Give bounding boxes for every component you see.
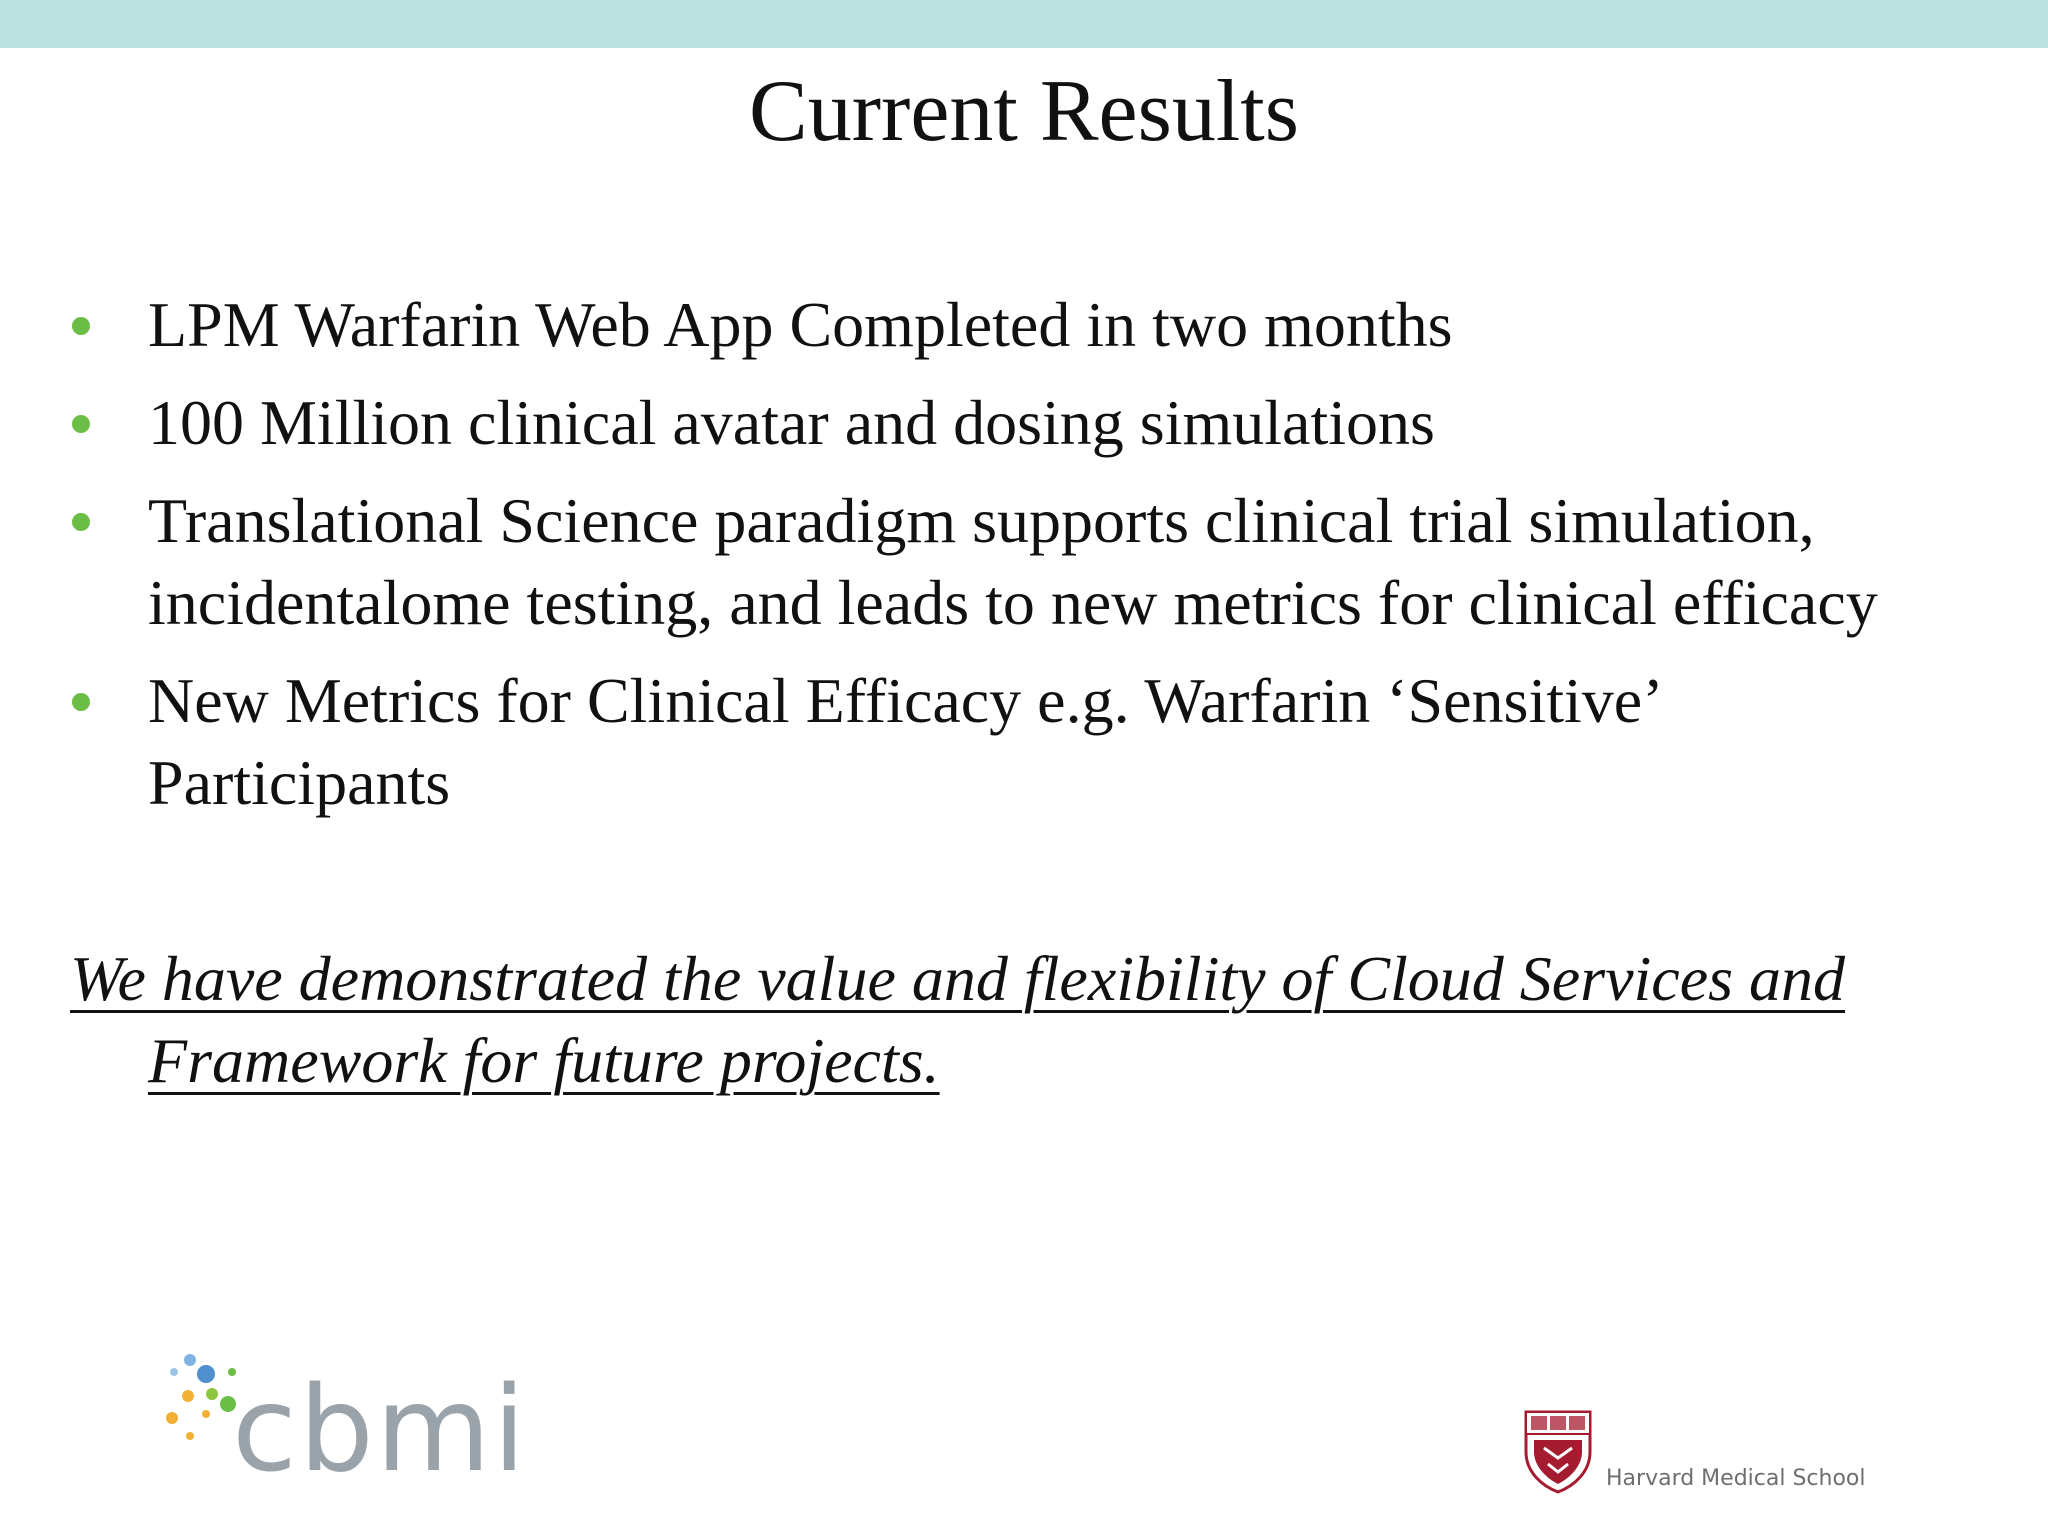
bullet-text: New Metrics for Clinical Efficacy e.g. Warfarin ‘Sensitive’ Participants <box>148 665 1664 818</box>
cbmi-wordmark: cbmi <box>232 1360 528 1498</box>
harvard-shield-icon <box>1522 1408 1594 1494</box>
bullet-dot-icon <box>72 513 90 531</box>
conclusion-statement <box>70 938 2030 1102</box>
harvard-wordmark: Harvard Medical School <box>1606 1466 1866 1491</box>
bullet-text: Translational Science paradigm supports clinical trial simulation, incidentalome testing, and leads to new metrics for clinical efficacy <box>148 485 1878 638</box>
bullet-dot-icon <box>72 693 90 711</box>
bullet-text: LPM Warfarin Web App Completed in two months <box>148 289 1453 360</box>
top-accent-band <box>0 0 2048 48</box>
bullet-text: 100 Million clinical avatar and dosing simulations <box>148 387 1435 458</box>
harvard-medical-school-logo <box>1522 1408 1902 1498</box>
bullet-dot-icon <box>72 317 90 335</box>
bullet-dot-icon <box>72 415 90 433</box>
cbmi-logo <box>160 1350 528 1500</box>
conclusion-line-1: We have demonstrated the value and flexibility of Cloud Services and <box>70 943 1845 1014</box>
slide-title: Current Results <box>749 63 1299 160</box>
conclusion-line-2: Framework for future projects. <box>148 1025 940 1096</box>
